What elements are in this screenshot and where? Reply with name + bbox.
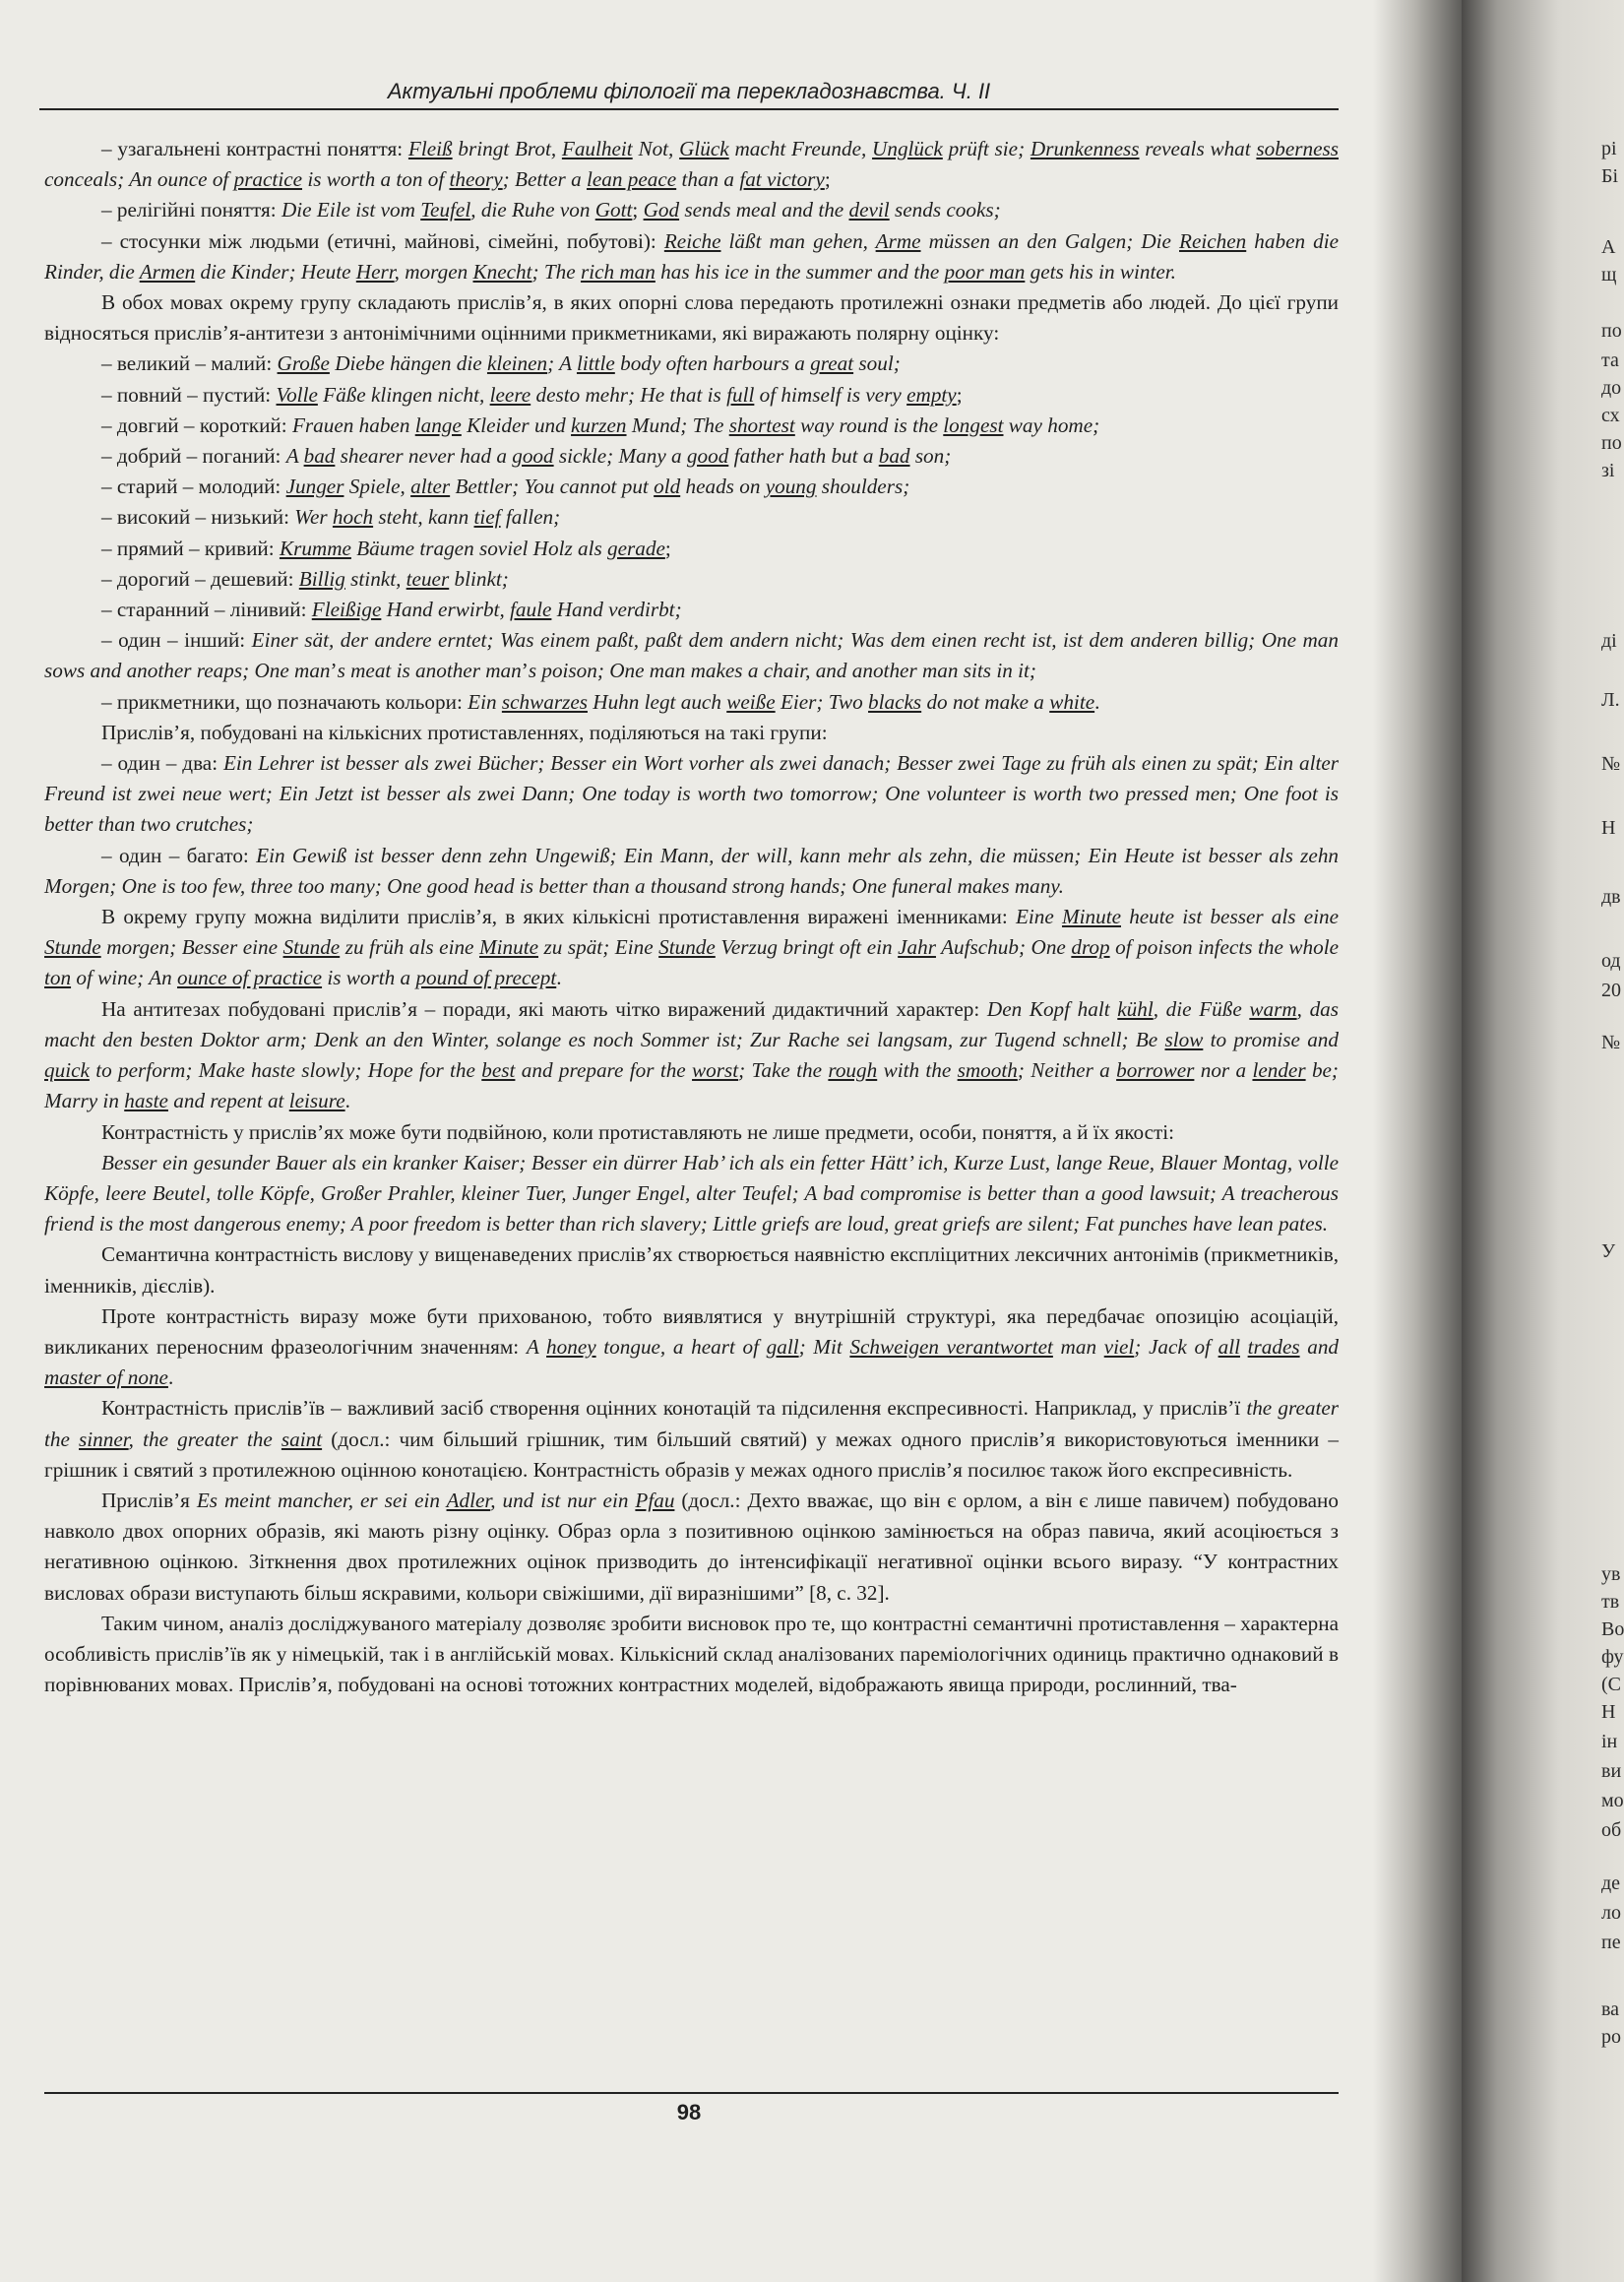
next-page-fragment: Бі — [1601, 165, 1619, 187]
next-page-fragment: А — [1601, 236, 1616, 258]
next-page-fragment: об — [1601, 1819, 1622, 1841]
next-page-fragment: № — [1601, 1032, 1621, 1053]
next-page-fragment: ло — [1601, 1902, 1621, 1924]
paragraph: Контрастність у прислів’ях може бути подвійною, коли протиставляють не лише предмети, особи, поняття, а й їх якості: — [101, 1119, 1175, 1144]
paragraph: – добрий – поганий: A bad shearer never had a good sickle; Many a good father hath but a bad son; — [101, 444, 952, 469]
paragraph: В окрему групу можна виділити прислів’я, в яких кількісні протиставлення виражені іменниками: Eine Minute heute ist besser als eine Stunde morgen; Besser eine Stunde zu früh als eine Minute zu spät; Eine Stunde Verzug bringt oft ein Jahr Aufschub; One drop of poison infects the whole ton of wine; An ounce of practice is worth a pound of precept. — [44, 905, 1339, 990]
next-page-edge — [1462, 0, 1624, 2282]
next-page-fragment: Л. — [1601, 689, 1620, 711]
next-page-fragment: № — [1601, 753, 1621, 775]
paragraph: – прямий – кривий: Krumme Bäume tragen soviel Holz als gerade; — [101, 536, 671, 560]
paragraph: Проте контрастність виразу може бути прихованою, тобто виявлятися у внутрішній структурі, яка передбачає опозицію асоціацій, викликаних переносним фразеологічним значенням: A honey tongue, a heart of gall; Mit Schweigen verantwortet man viel; Jack of all trades and master of none. — [44, 1303, 1340, 1390]
next-page-fragment: Н — [1601, 1701, 1616, 1723]
next-page-fragment: по — [1601, 432, 1622, 454]
paragraph: – узагальнені контрастні поняття: Fleiß bringt Brot, Faulheit Not, Glück macht Freunde, Unglück prüft sie; Drunkenness reveals what soberness conceals; An ounce of practice is worth a ton of theory; Better a lean peace than a fat victory; — [44, 137, 1339, 192]
next-page-fragment: ви — [1601, 1760, 1622, 1782]
paragraph: – стосунки між людьми (етичні, майнові, сімейні, побутові): Reiche läßt man gehen, Arme müssen an den Galgen; Die Reichen haben die Rinder, die Armen die Kinder; Heute Herr, morgen Knecht; The rich man has his ice in the summer and the poor man gets his in winter. — [44, 228, 1339, 284]
paragraph: – дорогий – дешевий: Billig stinkt, teuer blinkt; — [101, 566, 509, 591]
paragraph: – один – багато: Ein Gewiß ist besser denn zehn Ungewiß; Ein Mann, der will, kann mehr als zehn, die müssen; Ein Heute ist besser als zehn Morgen; One is too few, three too many; One good head is better than a thousand strong hands; One funeral makes many. — [44, 843, 1340, 898]
paragraph: В обох мовах окрему групу складають прислів’я, в яких опорні слова передають протилежні ознаки предметів або людей. До цієї групи відносяться прислів’я-антитези з антонімічними оцінними прикметниками, які виражають полярну оцінку: — [44, 290, 1339, 346]
book-gutter — [1373, 0, 1462, 2282]
paragraph: Семантична контрастність вислову у вищенаведених прислів’ях створюється наявністю експліцитних лексичних антонімів (прикметників, іменників, дієслів). — [44, 1242, 1339, 1298]
next-page-fragment: зі — [1601, 460, 1615, 481]
paragraph: Прислів’я, побудовані на кількісних протиставленнях, поділяються на такі групи: — [101, 720, 828, 744]
next-page-fragment: фу — [1601, 1646, 1624, 1668]
running-header: Актуальні проблеми філології та перекладознавства. Ч. ІІ — [39, 79, 1339, 110]
next-page-fragment: ін — [1601, 1731, 1618, 1752]
paragraph: На антитезах побудовані прислів’я – поради, які мають чітко виражений дидактичний характер: Den Kopf halt kühl, die Füße warm, das macht den besten Doktor arm; Denk an den Winter, solange es noch Sommer ist; Zur Rache sei langsam, zur Tugend schnell; Be slow to promise and quick to perform; Make haste slowly; Hope for the best and prepare for the worst; Take the rough with the smooth; Neither a borrower nor a lender be; Marry in haste and repent at leisure. — [44, 996, 1339, 1113]
paragraph: Besser ein gesunder Bauer als ein kranker Kaiser; Besser ein dürrer Hab’ ich als ein fetter Hätt’ ich, Kurze Lust, lange Reue, Blauer Montag, volle Köpfe, leere Beutel, tolle Köpfe, Großer Prahler, kleiner Tuer, Junger Engel, alter Teufel; A bad compromise is better than a good lawsuit; A treacherous friend is the most dangerous enemy; A poor freedom is better than rich slavery; Little griefs are loud, great griefs are silent; Fat punches have lean pates. — [44, 1150, 1339, 1236]
body-text — [44, 134, 1339, 1700]
page-number: 98 — [676, 2100, 702, 2124]
footer-rule — [44, 2092, 1339, 2094]
next-page-fragment: по — [1601, 320, 1622, 342]
next-page-fragment: ді — [1601, 630, 1617, 652]
paragraph: – повний – пустий: Volle Fäße klingen nicht, leere desto mehr; He that is full of himself is very empty; — [101, 382, 963, 407]
next-page-fragment: Во — [1601, 1618, 1624, 1640]
next-page-fragment: пе — [1601, 1932, 1621, 1953]
next-page-fragment: тв — [1601, 1591, 1620, 1613]
paragraph: – релігійні поняття: Die Eile ist vom Teufel, die Ruhe von Gott; God sends meal and the devil sends cooks; — [101, 198, 1001, 222]
paragraph: Прислів’я Es meint mancher, er sei ein Adler, und ist nur ein Pfau (досл.: Дехто вважає, що він є орлом, а він є лише павичем) побудовано навколо двох опорних образів, які мають різну оцінку. Образ орла з позитивною оцінкою замінюється на образ павича, який асоціюється з негативною оцінкою. Зіткнення двох протилежних оцінок призводить до інтенсифікації негативної оцінки всього виразу. “У контрастних висловах образи виступають більш яскравими, кольори свіжішими, дії виразнішими” [8, с. 32]. — [44, 1488, 1339, 1605]
next-page-fragment: мо — [1601, 1790, 1624, 1811]
next-page-fragment: та — [1601, 349, 1619, 371]
paragraph: Таким чином, аналіз досліджуваного матеріалу дозволяє зробити висновок про те, що контрастні семантичні протиставлення – характерна особливість прислів’їв як у німецькій, так і в англійській мовах. Кількісний склад аналізованих пареміологічних одиниць практично однаковий в порівнюваних мовах. Прислів’я, побудовані на основі тотожних контрастних моделей, відображають явища природи, рослинний, тва- — [44, 1611, 1339, 1697]
paragraph: – один – два: Ein Lehrer ist besser als zwei Bücher; Besser ein Wort vorher als zwei danach; Besser zwei Tage zu früh als einen zu spät; Ein alter Freund ist zwei neue wert; Ein Jetzt ist besser als zwei Dann; One today is worth two tomorrow; One volunteer is worth two pressed men; One foot is better than two crutches; — [44, 751, 1339, 837]
next-page-fragment: ро — [1601, 2026, 1621, 2048]
next-page-fragment: рі — [1601, 138, 1617, 159]
next-page-fragment: Н — [1601, 817, 1616, 839]
next-page-fragment: 20 — [1601, 980, 1621, 1001]
next-page-fragment: од — [1601, 950, 1621, 972]
paragraph: – прикметники, що позначають кольори: Ein schwarzes Huhn legt auch weiße Eier; Two blacks do not make a white. — [101, 689, 1100, 714]
next-page-fragment: У — [1601, 1240, 1616, 1262]
next-page-fragment: де — [1601, 1872, 1621, 1894]
next-page-fragment: сх — [1601, 405, 1620, 426]
paragraph: – високий – низький: Wer hoch steht, kann tief fallen; — [101, 505, 561, 530]
next-page-fragment: до — [1601, 377, 1622, 399]
next-page-fragment: щ — [1601, 264, 1617, 285]
paragraph: – довгий – короткий: Frauen haben lange Kleider und kurzen Mund; The shortest way round is the longest way home; — [101, 412, 1100, 437]
paragraph: Контрастність прислів’їв – важливий засіб створення оцінних конотацій та підсилення експресивності. Наприклад, у прислів’ї the greater the sinner, the greater the saint (досл.: чим більший грішник, тим більший святий) у межах одного прислів’я використовуються іменники – грішник і святий з протилежною оцінною конотацією. Контрастність образів у межах одного прислів’я посилює також його експресивність. — [44, 1396, 1339, 1482]
next-page-fragment: ва — [1601, 1998, 1620, 2020]
paragraph: – старанний – лінивий: Fleißige Hand erwirbt, faule Hand verdirbt; — [101, 598, 682, 622]
next-page-fragment: ув — [1601, 1563, 1621, 1585]
paragraph: – один – інший: Einer sät, der andere erntet; Was einem paßt, paßt dem andern nicht; Was dem einen recht ist, ist dem anderen billig; One man sows and another reaps; One man’s meat is another man’s poison; One man makes a chair, and another man sits in it; — [44, 628, 1339, 683]
next-page-fragment: дв — [1601, 886, 1621, 908]
paragraph: – старий – молодий: Junger Spiele, alter Bettler; You cannot put old heads on young shoulders; — [101, 475, 910, 499]
next-page-fragment: (С — [1601, 1674, 1621, 1695]
paragraph: – великий – малий: Große Diebe hängen die kleinen; A little body often harbours a great soul; — [101, 351, 901, 376]
